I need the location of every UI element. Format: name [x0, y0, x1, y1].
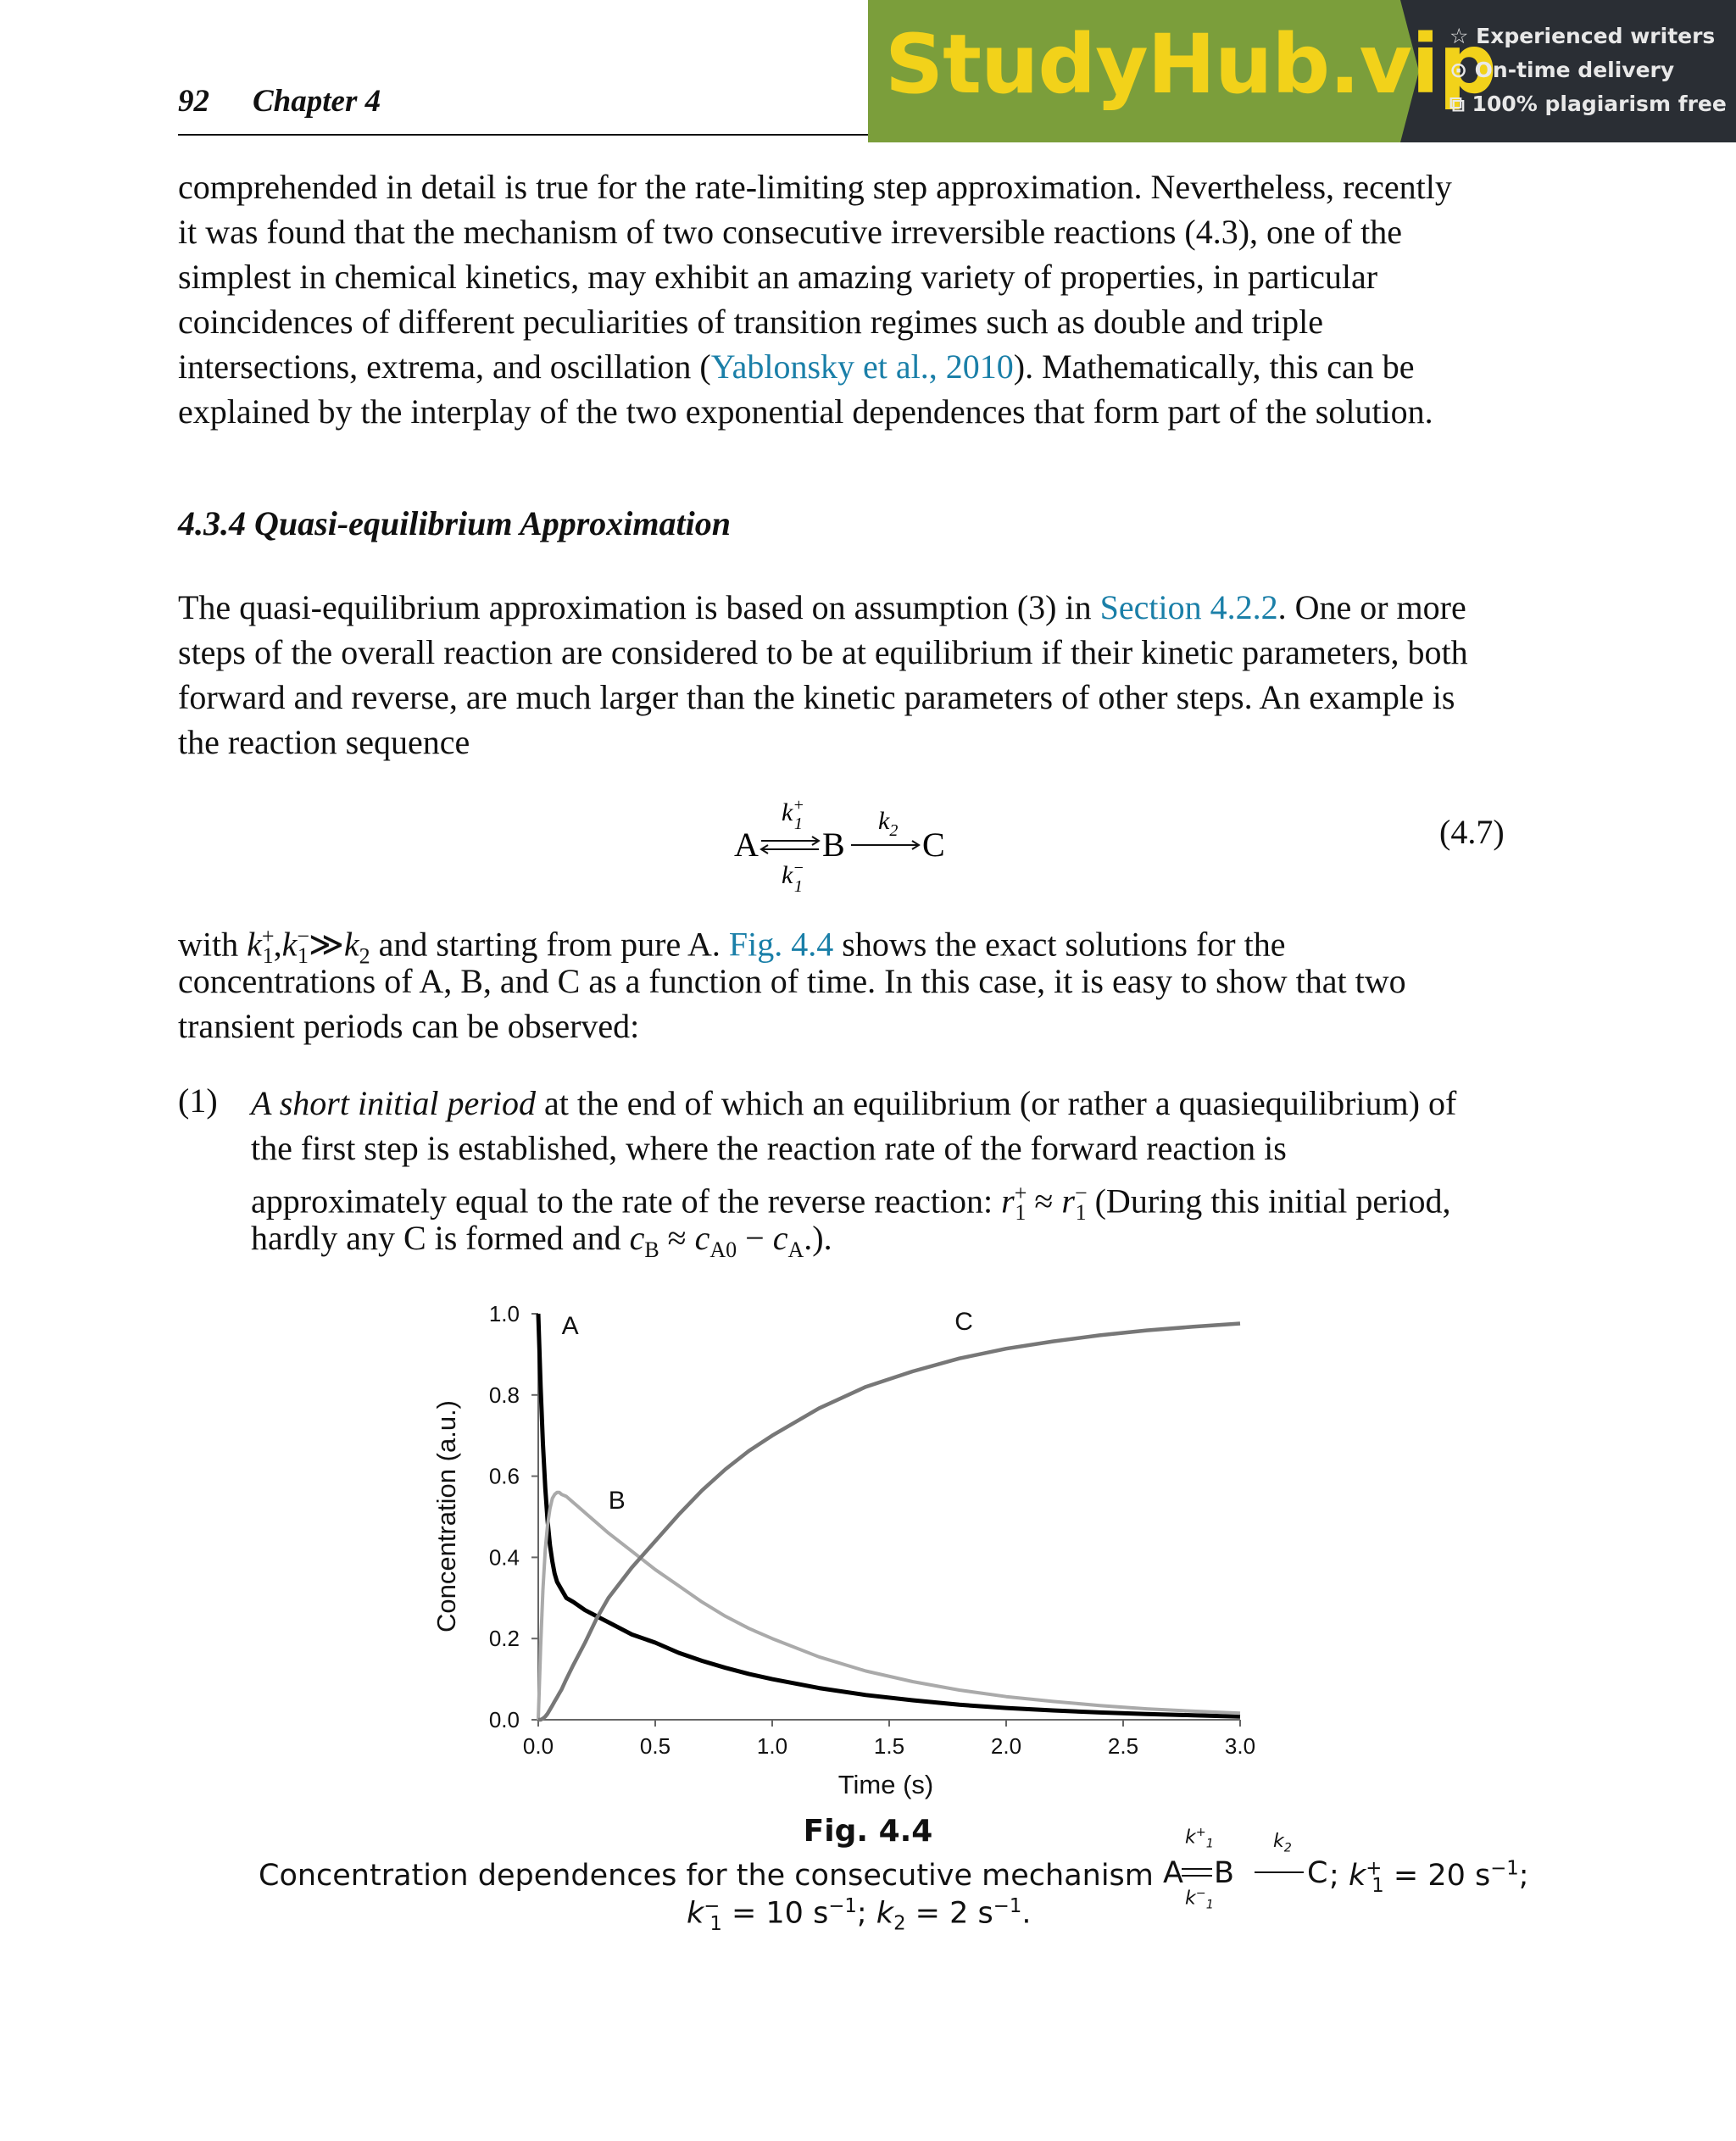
text-line: approximately equal to the rate of the reverse reaction: $r^+_1 \approx r^-_1$ (During this initial period, — [251, 1181, 1451, 1226]
text-line: the first step is established, where the reaction rate of the forward reaction is — [251, 1129, 1287, 1167]
text: A short initial period — [251, 1084, 536, 1122]
section-heading: 4.3.4 Quasi-equilibrium Approximation — [178, 504, 731, 542]
section-link[interactable]: Section 4.2.2 — [1099, 588, 1278, 626]
k1-minus: k− 1 — [782, 859, 804, 896]
feature-writers: ☆ Experienced writers — [1449, 24, 1716, 48]
x-tick-label: 1.0 — [756, 1733, 788, 1759]
series-line-b — [538, 1493, 1240, 1720]
paragraph-1 — [178, 164, 1505, 434]
text-line — [178, 585, 1505, 630]
y-tick-label: 1.0 — [488, 1301, 520, 1326]
data-series — [538, 1311, 1240, 1720]
caption-k2-step: $k_2$ C — [1255, 1856, 1329, 1890]
text-line: hardly any C is formed and $c_B \approx c_{A0} - c_A$.). — [251, 1219, 832, 1262]
x-axis-label: Time (s) — [837, 1770, 934, 1799]
text-line: steps of the overall reaction are considered to be at equilibrium if their kinetic parameters, both — [178, 633, 1468, 671]
text: (During this initial period, — [1086, 1182, 1451, 1221]
y-axis-label: Concentration (a.u.) — [431, 1400, 461, 1632]
text: Concentration dependences for the consecutive mechanism — [259, 1859, 1164, 1893]
text-line: the reaction sequence — [178, 723, 470, 761]
text-line — [178, 344, 1505, 389]
figure-link[interactable]: Fig. 4.4 — [728, 925, 834, 964]
text-line: coincidences of different peculiarities of transition regimes such as double and triple — [178, 303, 1324, 341]
x-tick-label: 1.5 — [873, 1733, 905, 1759]
list-item-number: (1) — [178, 1082, 218, 1120]
x-tick-label: 0.0 — [522, 1733, 554, 1759]
page-number: 92 — [178, 84, 209, 119]
x-tick-label: 2.0 — [990, 1733, 1022, 1759]
caption-reaction: A $k^+_1$ $k^-_1$ B — [1163, 1826, 1235, 1912]
list-item — [251, 1081, 1505, 1260]
text-line: it was found that the mechanism of two consecutive irreversible reactions (4.3), one of the — [178, 213, 1402, 251]
figure-caption-line: Concentration dependences for the consecutive mechanism A $k^+_1$ $k^-_1$ B $k_2$ C ; $k^+_1 = 20$ $s^{-1}$; — [259, 1826, 1529, 1912]
y-tick-label: 0.8 — [488, 1382, 520, 1408]
text: hardly any C is formed and — [251, 1219, 630, 1257]
k1-plus: k+ 1 — [782, 796, 804, 833]
text-line: simplest in chemical kinetics, may exhibit an amazing variety of properties, in particular — [178, 258, 1378, 296]
figure-caption-line: $k^-_1 = 10$ $s^{-1}$; $k_2 = 2$ $s^{-1}$. — [687, 1895, 1032, 1935]
series-label-a: A — [561, 1311, 579, 1340]
y-tick-label: 0.4 — [488, 1544, 520, 1571]
text: . — [1021, 1896, 1032, 1931]
text-line: concentrations of A, B, and C as a function of time. In this case, it is easy to show that two — [178, 962, 1406, 1000]
text-line: transient periods can be observed: — [178, 1007, 640, 1045]
text: ). Mathematically, this can be — [1013, 348, 1415, 386]
series-labels — [562, 1308, 973, 1515]
citation-link[interactable]: Yablonsky et al., 2010 — [710, 348, 1014, 386]
text: at the end of which an equilibrium (or rather a quasiequilibrium) of — [535, 1084, 1457, 1122]
brand-logo[interactable]: StudyHub.vip — [885, 17, 1496, 112]
series-label-b: B — [608, 1486, 626, 1515]
x-tick-label: 0.5 — [639, 1733, 671, 1759]
text: ; — [1329, 1859, 1349, 1893]
k2-label: $k_2$ — [878, 807, 899, 840]
text-line: with $k^+_1,k^-_1≫k_2$ and starting from pure A. Fig. 4.4 shows the exact solutions for the — [178, 924, 1286, 969]
species-b: B — [822, 826, 845, 864]
text: with — [178, 925, 248, 964]
chapter-title: Chapter 4 — [253, 84, 381, 119]
y-tick-label: 0.6 — [488, 1463, 520, 1489]
figure-caption-title: Fig. 4.4 — [803, 1814, 933, 1849]
text: approximately equal to the rate of the reverse reaction: — [251, 1182, 1002, 1221]
reaction-equation — [734, 788, 954, 898]
feature-delivery: ⊙ On-time delivery — [1449, 58, 1675, 82]
x-tick-label: 2.5 — [1107, 1733, 1139, 1759]
y-tick-labels — [489, 1301, 538, 1732]
series-line-a — [538, 1311, 1240, 1716]
paragraph-3 — [178, 914, 1505, 1048]
y-tick-label: 0.0 — [488, 1707, 520, 1732]
paragraph-2 — [178, 585, 1505, 765]
concentration-chart — [407, 1297, 1271, 1805]
text-line — [251, 1081, 1505, 1126]
text: and starting from pure A. — [370, 925, 729, 964]
species-a: A — [734, 826, 759, 864]
text: The quasi-equilibrium approximation is based on assumption (3) in — [178, 588, 1100, 626]
y-tick-label: 0.2 — [488, 1626, 520, 1652]
series-line-c — [538, 1324, 1240, 1721]
text-line: explained by the interplay of the two exponential dependences that form part of the solution. — [178, 392, 1433, 431]
x-tick-label: 3.0 — [1224, 1733, 1256, 1759]
feature-plagiarism: ⧉ 100% plagiarism free — [1449, 92, 1727, 116]
text: .). — [804, 1219, 832, 1257]
text: intersections, extrema, and oscillation ( — [178, 348, 711, 386]
x-tick-labels — [523, 1720, 1255, 1759]
text: shows the exact solutions for the — [833, 925, 1286, 964]
equation-number: (4.7) — [1439, 813, 1505, 851]
text-line: forward and reverse, are much larger than the kinetic parameters of other steps. An example is — [178, 678, 1455, 716]
species-c: C — [922, 826, 945, 864]
text: . One or more — [1277, 588, 1466, 626]
text-line: comprehended in detail is true for the rate-limiting step approximation. Nevertheless, recently — [178, 168, 1452, 206]
series-label-c: C — [954, 1308, 973, 1337]
